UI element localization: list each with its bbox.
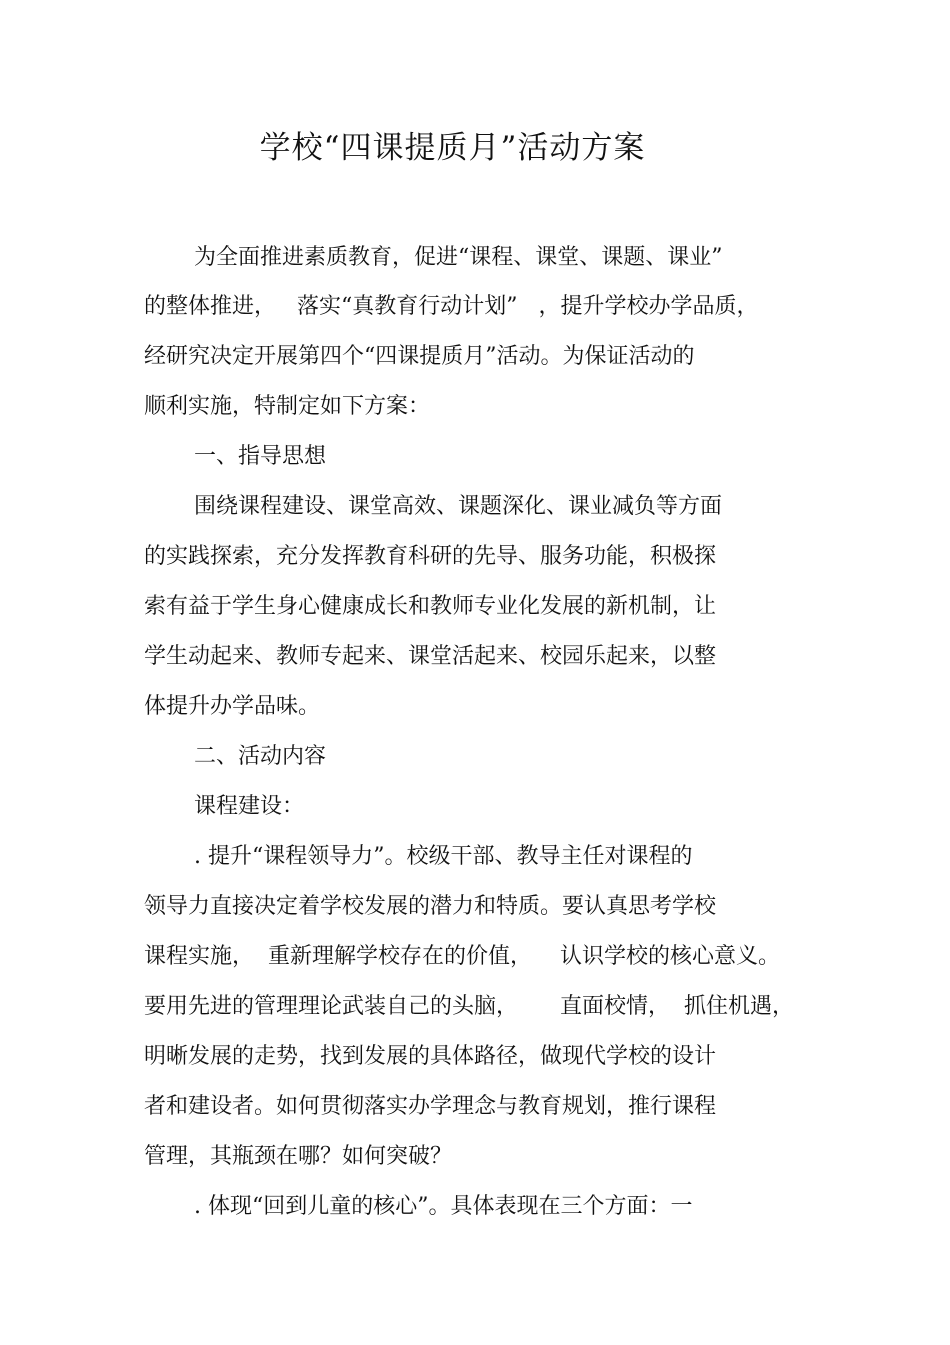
text-line-1: 为全面推进素质教育，促进“课程、课堂、课题、课业”: [194, 245, 723, 270]
text-line-20: . 体现“回到儿童的核心”。具体表现在三个方面：一: [194, 1194, 693, 1219]
text-line-8: 索有益于学生身心健康成长和教师专业化发展的新机制，让: [144, 594, 717, 619]
text-line-2: 的整体推进， 落实“真教育行动计划” ，提升学校办学品质，: [144, 294, 759, 319]
text-line-15: 课程实施， 重新理解学校存在的价值， 认识学校的核心意义。: [144, 944, 780, 969]
text-line-10: 体提升办学品味。: [144, 694, 321, 719]
text-line-7: 的实践探索，充分发挥教育科研的先导、服务功能，积极探: [144, 544, 717, 569]
text-line-6: 围绕课程建设、课堂高效、课题深化、课业减负等方面: [194, 494, 723, 519]
text-line-3: 经研究决定开展第四个“四课提质月”活动。为保证活动的: [144, 344, 695, 369]
text-line-9: 学生动起来、教师专起来、课堂活起来、校园乐起来，以整: [144, 644, 717, 669]
text-line-19: 管理，其瓶颈在哪？如何突破？: [144, 1144, 453, 1169]
document-title: 学校“四课提质月”活动方案: [259, 130, 646, 166]
section-heading-guiding-thought: 一、指导思想: [194, 444, 327, 469]
subsection-heading-curriculum: 课程建设：: [194, 794, 305, 819]
text-line-16: 要用先进的管理理论武装自己的头脑， 直面校情， 抓住机遇，: [144, 994, 794, 1019]
text-line-4: 顺利实施，特制定如下方案：: [144, 394, 431, 419]
text-line-17: 明晰发展的走势，找到发展的具体路径，做现代学校的设计: [144, 1044, 717, 1069]
section-heading-activity-content: 二、活动内容: [194, 744, 327, 769]
text-line-18: 者和建设者。如何贯彻落实办学理念与教育规划，推行课程: [144, 1094, 717, 1119]
text-line-14: 领导力直接决定着学校发展的潜力和特质。要认真思考学校: [144, 894, 717, 919]
text-line-13: . 提升“课程领导力”。校级干部、教导主任对课程的: [194, 844, 693, 869]
